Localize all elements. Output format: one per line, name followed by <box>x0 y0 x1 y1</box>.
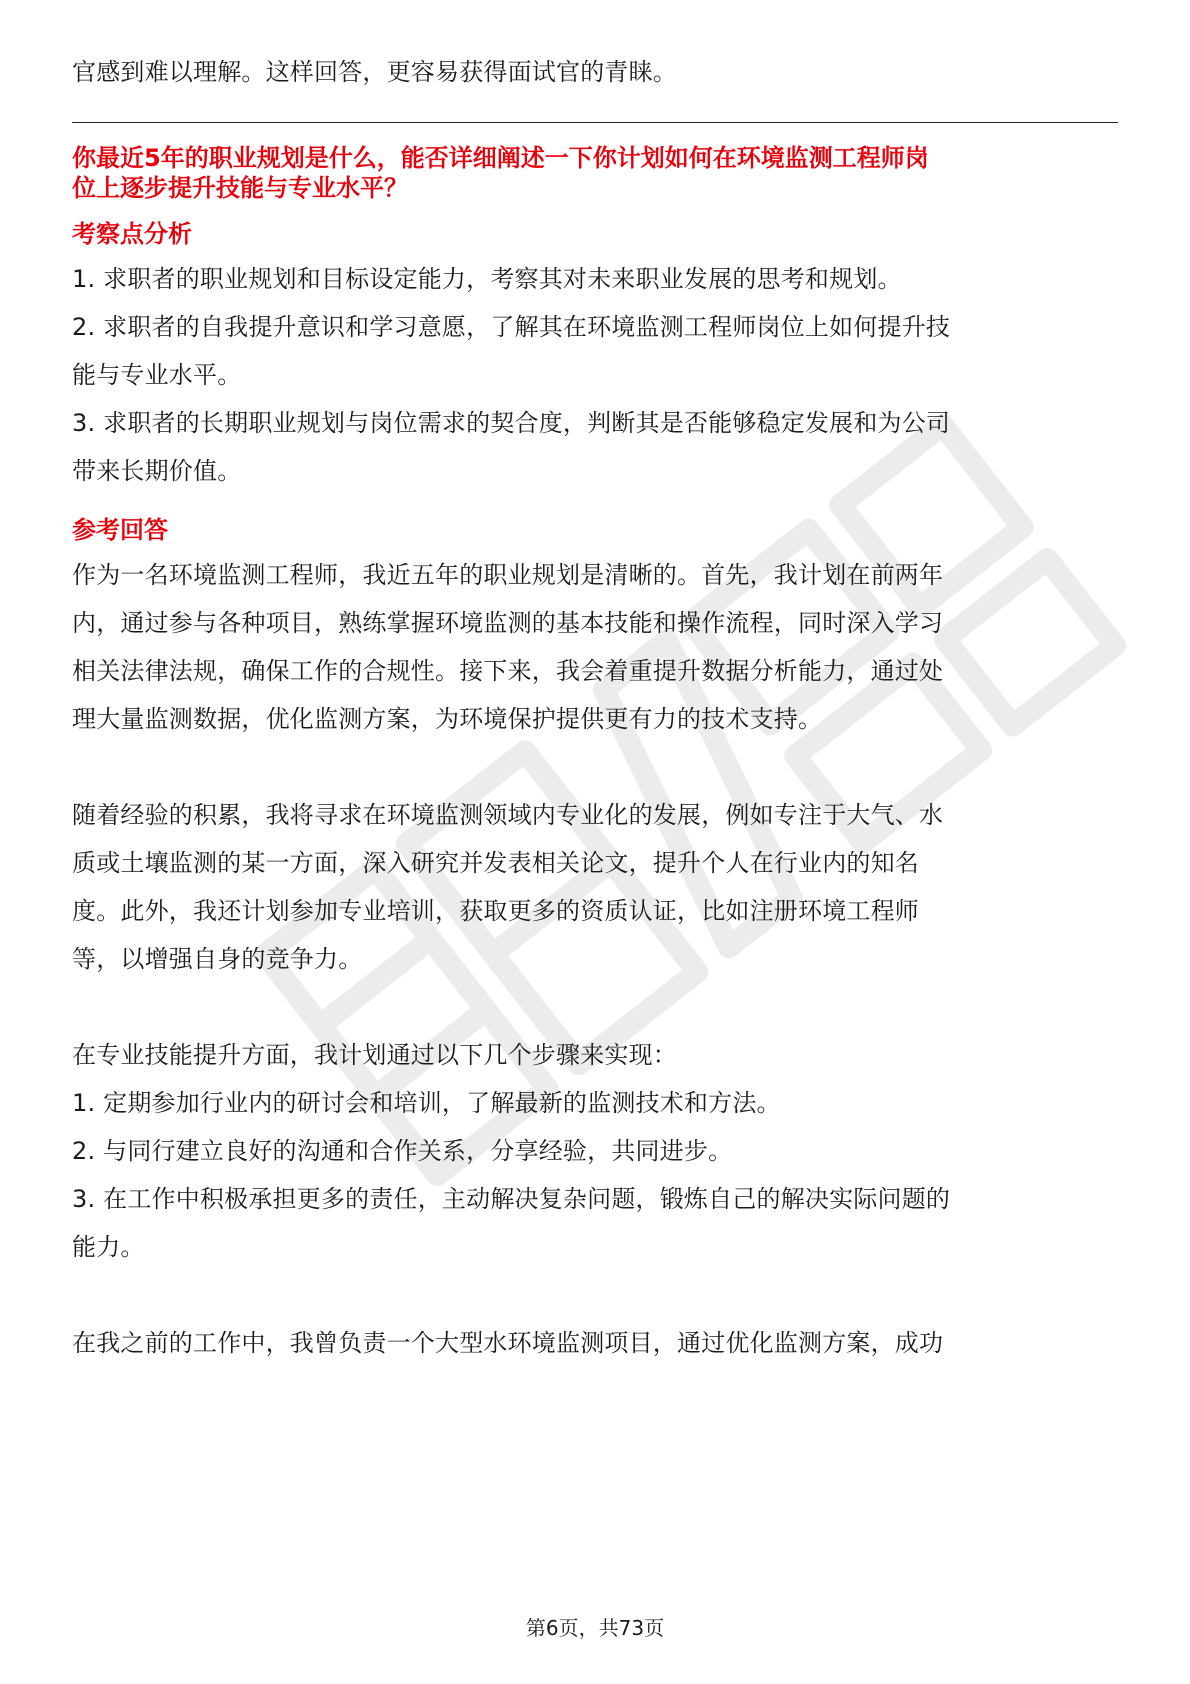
paragraph-gap <box>72 743 1118 791</box>
answer-line: 等，以增强自身的竞争力。 <box>72 945 363 973</box>
answer-line: 理大量监测数据，优化监测方案，为环境保护提供更有力的技术支持。 <box>72 705 823 733</box>
paragraph-gap <box>72 983 1118 1031</box>
answer-line: 在专业技能提升方面，我计划通过以下几个步骤来实现： <box>72 1041 677 1069</box>
question-line: 位上逐步提升技能与专业水平？ <box>72 174 408 202</box>
answer-line: 2. 与同行建立良好的沟通和合作关系，分享经验，共同进步。 <box>72 1137 733 1165</box>
answer-line: 作为一名环境监测工程师，我近五年的职业规划是清晰的。首先，我计划在前两年 <box>72 561 944 589</box>
answer-line: 能力。 <box>72 1233 145 1261</box>
analysis-item-cont: 能与专业水平。 <box>72 361 242 389</box>
interview-question <box>72 143 1118 203</box>
answer-line: 3. 在工作中积极承担更多的责任，主动解决复杂问题，锻炼自己的解决实际问题的 <box>72 1185 951 1213</box>
analysis-list <box>72 255 1118 495</box>
answer-paragraph-3 <box>72 1031 1118 1271</box>
analysis-heading: 考察点分析 <box>72 220 192 248</box>
answer-paragraph-4 <box>72 1319 1118 1367</box>
answer-line: 度。此外，我还计划参加专业培训，获取更多的资质认证，比如注册环境工程师 <box>72 897 919 925</box>
answer-paragraph-1 <box>72 551 1118 743</box>
answer-paragraph-2 <box>72 791 1118 983</box>
analysis-item: 3. 求职者的长期职业规划与岗位需求的契合度，判断其是否能够稳定发展和为公司 <box>72 409 951 437</box>
section-divider <box>72 122 1118 123</box>
page-content <box>72 48 1118 1367</box>
answer-line: 质或土壤监测的某一方面，深入研究并发表相关论文，提升个人在行业内的知名 <box>72 849 919 877</box>
analysis-item: 2. 求职者的自我提升意识和学习意愿，了解其在环境监测工程师岗位上如何提升技 <box>72 313 951 341</box>
answer-line: 1. 定期参加行业内的研讨会和培训，了解最新的监测技术和方法。 <box>72 1089 781 1117</box>
answer-line: 相关法律法规，确保工作的合规性。接下来，我会着重提升数据分析能力，通过处 <box>72 657 944 685</box>
answer-line: 在我之前的工作中，我曾负责一个大型水环境监测项目，通过优化监测方案，成功 <box>72 1329 944 1357</box>
answer-heading: 参考回答 <box>72 516 168 544</box>
analysis-item-cont: 带来长期价值。 <box>72 457 242 485</box>
page-number: 第6页，共73页 <box>525 1616 665 1640</box>
answer-line: 内，通过参与各种项目，熟练掌握环境监测的基本技能和操作流程，同时深入学习 <box>72 609 944 637</box>
intro-line: 官感到难以理解。这样回答，更容易获得面试官的青睐。 <box>72 58 677 86</box>
paragraph-gap <box>72 1271 1118 1319</box>
analysis-item: 1. 求职者的职业规划和目标设定能力，考察其对未来职业发展的思考和规划。 <box>72 265 902 293</box>
question-line: 你最近5年的职业规划是什么，能否详细阐述一下你计划如何在环境监测工程师岗 <box>72 144 929 172</box>
answer-line: 随着经验的积累，我将寻求在环境监测领域内专业化的发展，例如专注于大气、水 <box>72 801 944 829</box>
